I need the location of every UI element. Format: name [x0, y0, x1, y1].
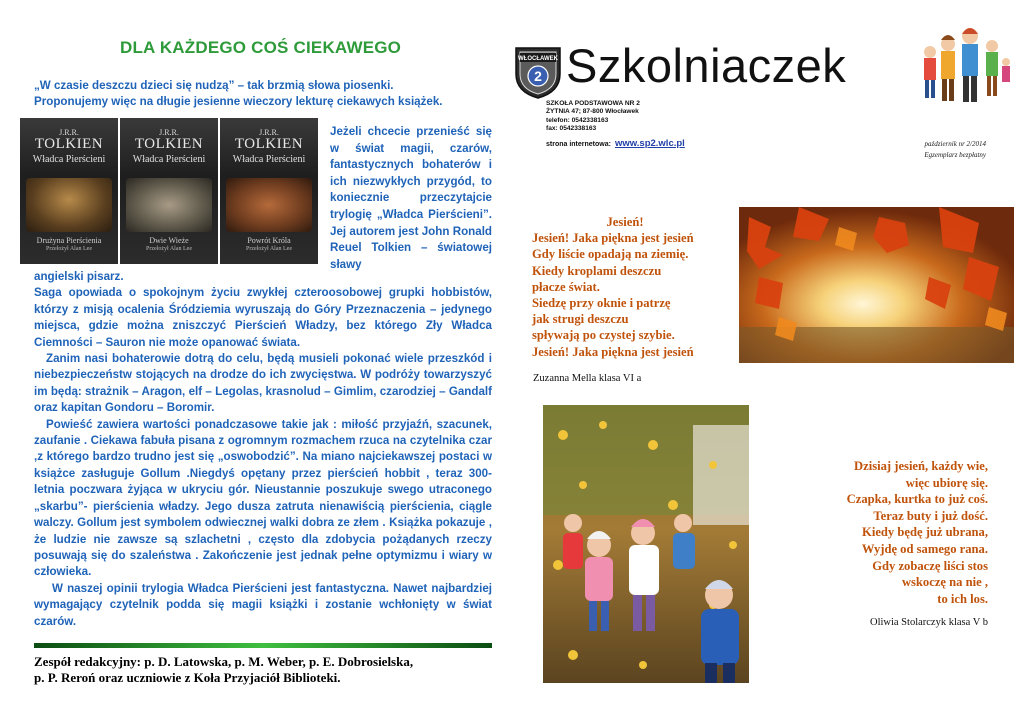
intro-line: „W czasie deszczu dzieci się nudzą” – tak brzmią słowa piosenki.	[34, 79, 394, 92]
children-playing-photo	[543, 405, 749, 683]
book-author-name: TOLKIEN	[234, 136, 304, 152]
issue-number: październik nr 2/2014	[924, 140, 986, 148]
book-subtitle: Powrót Króla	[247, 236, 291, 245]
book-author: J.R.R.	[259, 128, 279, 137]
intro-text	[34, 78, 494, 110]
book-translator: Przełożył Alan Lee	[46, 246, 92, 252]
poem-author: Zuzanna Mella klasa VI a	[533, 373, 642, 384]
poem-line: Kiedy kroplami deszczu	[532, 263, 662, 278]
svg-text:WŁOCŁAWEK: WŁOCŁAWEK	[518, 56, 558, 62]
divider	[34, 643, 492, 648]
book-art	[126, 178, 212, 232]
poem-line: Siedzę przy oknie i patrzę	[532, 296, 671, 311]
team-line: p. P. Reroń oraz uczniowie z Koła Przyjaciół Biblioteki.	[34, 670, 341, 685]
poem-line: Jesień! Jaka piękna jest jesień	[532, 344, 694, 359]
article-paragraph: Powieść zawiera wartości ponadczasowe takie jak : miłość przyjaźń, szacunek, zaufanie . Ciekawa fabuła pisana z ogromnym rozmachem rzuca na czytelnika czar ,z którego bardzo trudno jest się „oswobodzić”. Na miano najciekawszej postaci w książce zasługuje Gollum .Niegdyś opętany przez pierścień hobbit , teraz 300-letnia poczwara żyjąca w ukryciu gór. Nieustannie poszukuje swego utraconego „skarbu”- pierścienia władzy. Jego dusza zatruta nienawiścią pierścienia, ciągle walczy. Gollum jest symbolem odwiecznej walki dobra ze złem . Książka pokazuje , że ludzie nie zawsze są szlachetni , często dla zdobycia pożądanych rzeczy posuwają się do szaleństwa . Zakończenie jest jednak pełne optymizmu i wiary w człowieka.	[34, 417, 492, 579]
poem-autumn	[532, 214, 732, 360]
book-author: J.R.R.	[59, 128, 79, 137]
book-translator: Przełożył Alan Lee	[246, 246, 292, 252]
book-art	[26, 178, 112, 232]
book-series: Władca Pierścieni	[132, 154, 206, 165]
article-paragraph: Saga opowiada o spokojnym życiu zwykłej czteroosobowej grupki hobbistów, którzy z misją ocalenia Śródziemia wyruszają do Góry Przeznaczenia – jedynego miejsca, gdzie można zniszczyć Pierścień Władzy, bez którego Zły Władca Ciemności – Sauron nie może opanować świata.	[34, 286, 492, 349]
poem-line: Jesień! Jaka piękna jest jesień	[532, 231, 694, 246]
school-logo	[512, 44, 564, 100]
poem-line: więc ubiorę się.	[905, 475, 988, 490]
book-author: J.R.R.	[159, 128, 179, 137]
book-cover	[220, 118, 318, 264]
website-link[interactable]: www.sp2.wlc.pl	[614, 138, 685, 149]
book-side-text: Jeżeli chcecie przenieść się w świat magii, czarów, fantastycznych bohaterów i ich niezwykłych przygód, to koniecznie przeczytajcie trylogię „Władca Pierścieni”. Jej autorem jest John Ronald Reuel Tolkien – światowej sławy	[330, 125, 492, 271]
poem-dressing	[780, 458, 988, 607]
poem-line: Czapka, kurtka to już coś.	[846, 492, 988, 507]
book-cover	[20, 118, 118, 264]
book-translator: Przełożył Alan Lee	[146, 246, 192, 252]
poem-line: Dzisiaj jesień, każdy wie,	[854, 459, 988, 473]
issue-info	[870, 139, 986, 161]
children-illustration	[914, 22, 1012, 110]
poem-line: spływają po czystej szybie.	[532, 328, 675, 343]
school-name: SZKOŁA PODSTAWOWA NR 2	[546, 100, 640, 107]
school-fax: fax: 0542338163	[546, 125, 597, 133]
free-copy-note: Egzemplarz bezpłatny	[924, 151, 986, 159]
autumn-leaves-photo	[739, 207, 1014, 363]
website-row	[546, 138, 685, 149]
poem-line: jak strugi deszczu	[532, 312, 629, 327]
book-cover	[120, 118, 218, 264]
school-phone: telefon: 0542338163	[546, 116, 609, 124]
poem-line: Kiedy będę już ubrana,	[862, 525, 988, 540]
article-paragraph: angielski pisarz.	[34, 270, 124, 283]
book-author-name: TOLKIEN	[34, 136, 104, 152]
poem-line: Gdy liście opadają na ziemię.	[532, 247, 689, 262]
poem-line: Gdy zobaczę liści stos	[872, 558, 988, 573]
book-art	[226, 178, 312, 232]
website-label: strona internetowa:	[546, 141, 611, 148]
book-series: Władca Pierścieni	[232, 154, 306, 165]
poem-line: to ich los.	[937, 591, 988, 606]
school-info	[546, 100, 640, 134]
book-covers-image	[20, 118, 320, 264]
svg-text:2: 2	[534, 68, 542, 84]
book-author-name: TOLKIEN	[134, 136, 204, 152]
editorial-team	[34, 654, 494, 686]
school-address: ŻYTNIA 47; 87-800 Włocławek	[546, 108, 639, 116]
article-body	[34, 269, 492, 630]
poem-line: wskoczę na nie ,	[901, 575, 988, 590]
poem-line: Teraz buty i już dość.	[873, 508, 988, 523]
poem-line: Wyjdę od samego rana.	[861, 541, 988, 556]
book-subtitle: Drużyna Pierścienia	[36, 236, 102, 245]
intro-line: Proponujemy więc na długie jesienne wieczory lekturę ciekawych książek.	[34, 95, 443, 108]
section-title: DLA KAŻDEGO COŚ CIEKAWEGO	[120, 38, 402, 57]
team-line: Zespół redakcyjny: p. D. Latowska, p. M. Weber, p. E. Dobrosielska,	[34, 654, 414, 669]
poem-author: Oliwia Stolarczyk klasa V b	[869, 617, 988, 628]
masthead-title: Szkolniaczek	[566, 39, 847, 92]
article-paragraph: W naszej opinii trylogia Władca Pierścieni jest fantastyczna. Nawet najbardziej wymagający czytelnik podda się magii książki i zostanie wchłonięty w świat czarów.	[34, 581, 492, 628]
book-series: Władca Pierścieni	[32, 154, 106, 165]
poem-line: płacze świat.	[532, 279, 600, 294]
book-subtitle: Dwie Wieże	[149, 236, 189, 245]
poem-title: Jesień!	[606, 215, 644, 229]
article-paragraph: Zanim nasi bohaterowie dotrą do celu, będą musieli pokonać wiele przeszkód i niebezpieczeństw stojących na drodze do ich zwycięstwa. W podróży towarzyszyć im będą: strażnik – Aragon, elf – Legolas, krasnolud – Gimlim, czarodziej – Gandalf oraz kapitan Gondoru – Boromir.	[34, 352, 492, 415]
